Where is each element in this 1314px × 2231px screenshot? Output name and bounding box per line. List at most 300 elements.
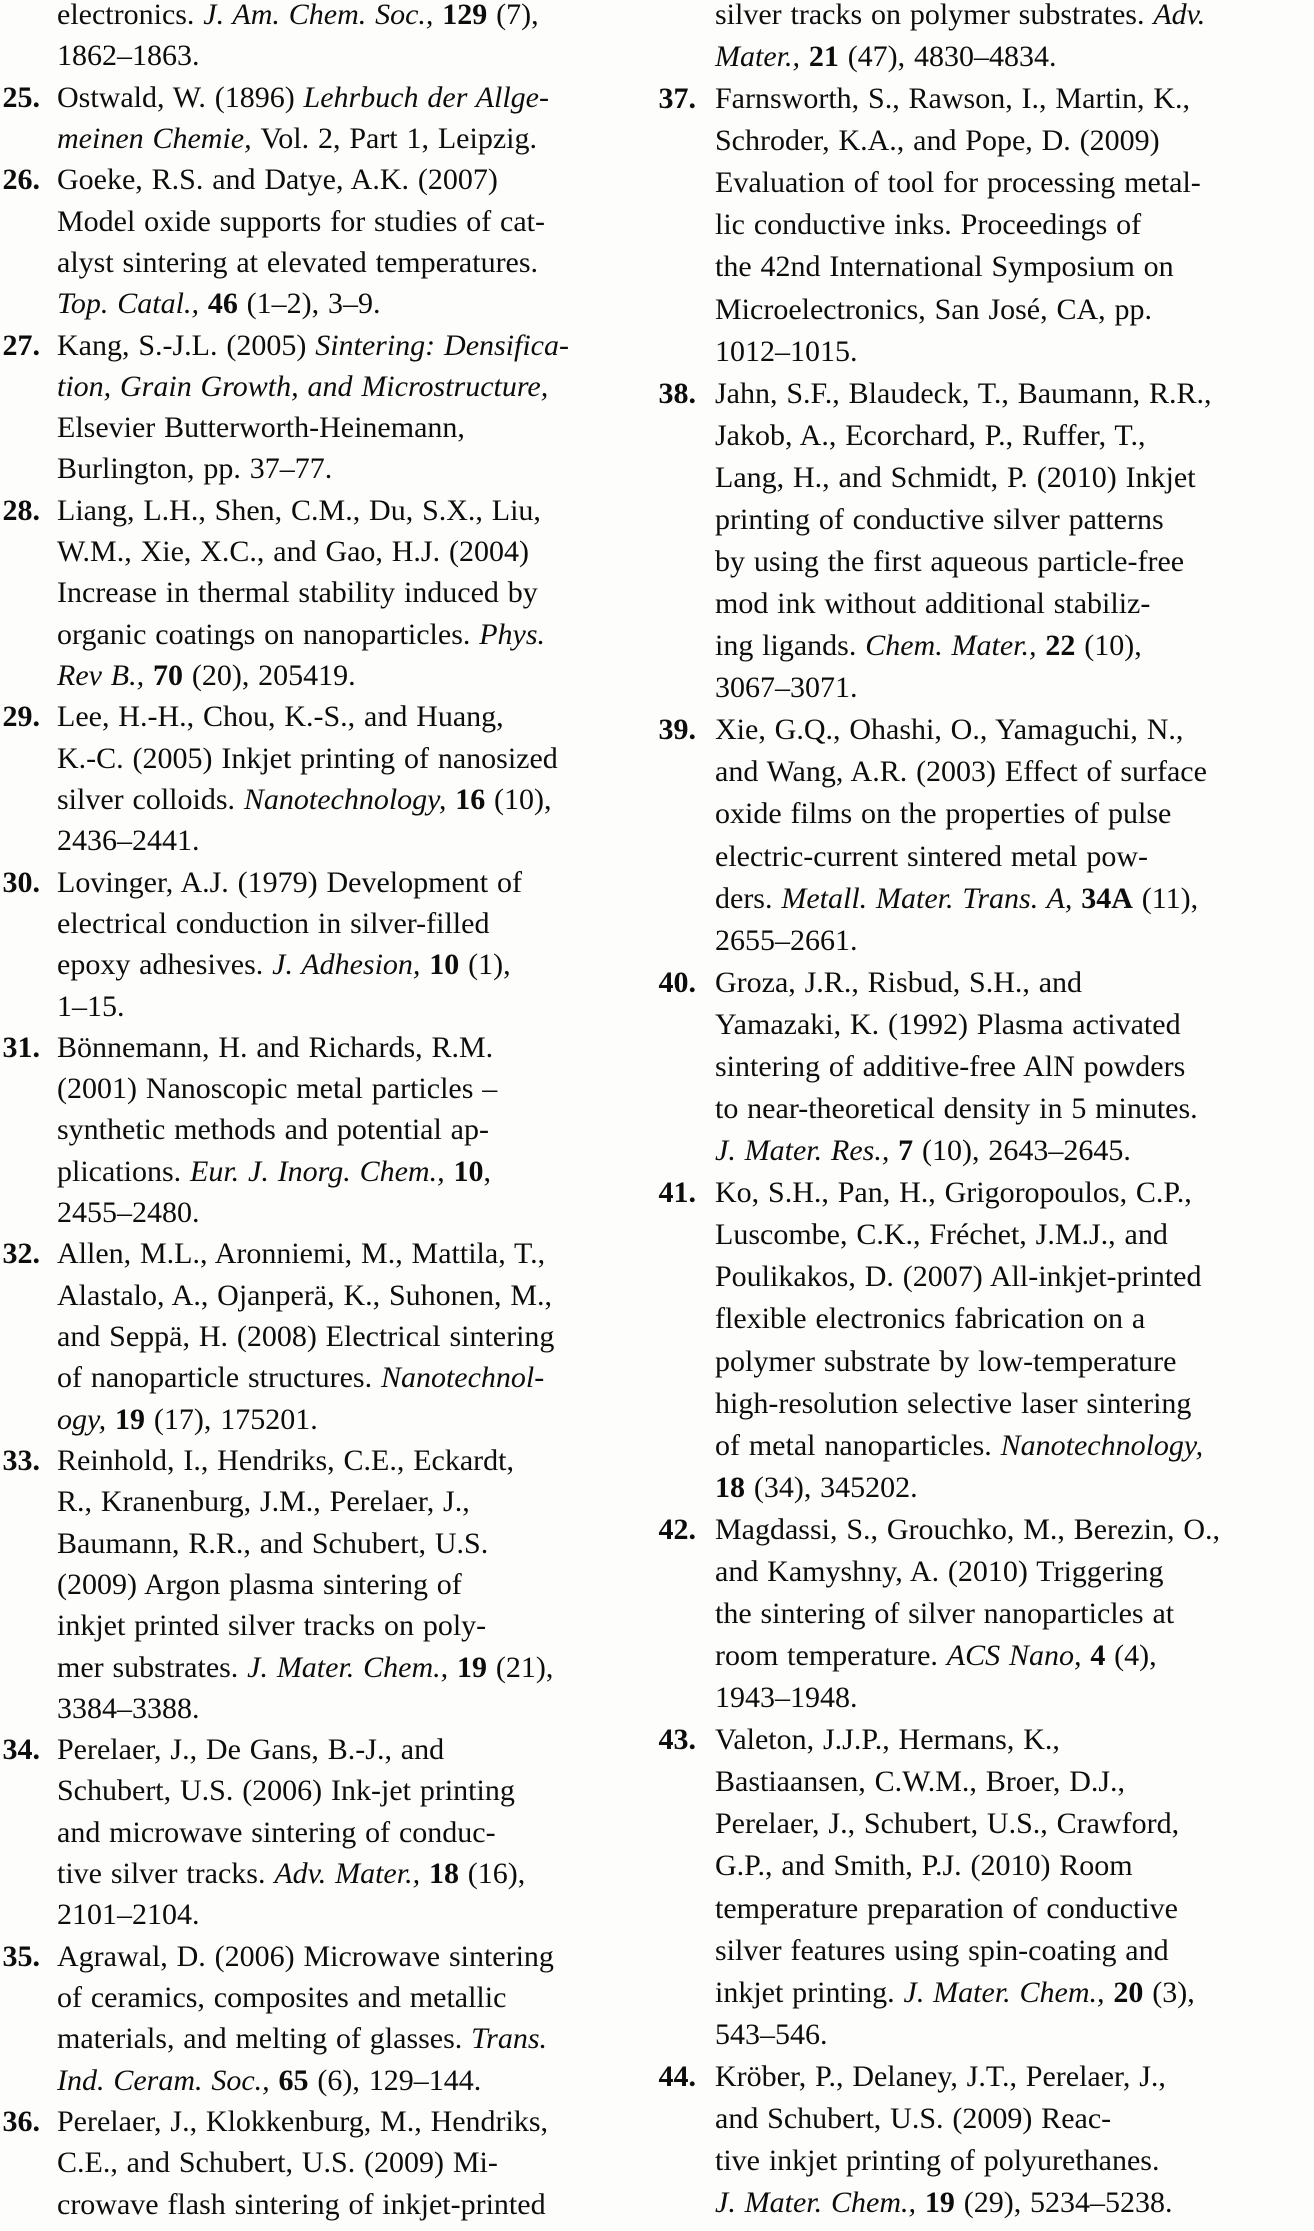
reference-line bbox=[715, 751, 1314, 793]
reference-text: inkjet printing. bbox=[715, 1975, 904, 2009]
references-column-right bbox=[658, 0, 1314, 2224]
reference-text: 3067–3071. bbox=[715, 671, 858, 705]
reference-line bbox=[57, 1853, 648, 1894]
volume-number-text: 4 bbox=[1090, 1639, 1106, 1673]
reference-line bbox=[715, 667, 1314, 709]
reference-text: K.-C. (2005) Inkjet printing of nanosized bbox=[57, 741, 558, 775]
reference-line bbox=[57, 242, 648, 283]
reference-text: Ostwald, W. (1896) bbox=[57, 80, 304, 114]
volume-number-text: 19 bbox=[457, 1650, 488, 1684]
reference-text: Jakob, A., Ecorchard, P., Ruffer, T., bbox=[715, 418, 1146, 452]
reference-line bbox=[57, 696, 648, 737]
reference-lines bbox=[0, 1936, 648, 2101]
volume-number-text: 20 bbox=[1113, 1975, 1144, 2009]
reference-line bbox=[715, 2014, 1314, 2056]
reference-line bbox=[57, 986, 648, 1027]
reference-text: (2009) Argon plasma sintering of bbox=[57, 1567, 462, 1601]
reference-text: Poulikakos, D. (2007) All-inkjet-printed bbox=[715, 1260, 1202, 1294]
reference-line bbox=[57, 1151, 648, 1192]
reference-text: (11), bbox=[1132, 881, 1199, 915]
reference-text: oxide films on the properties of pulse bbox=[715, 797, 1172, 831]
reference-entry bbox=[0, 159, 648, 324]
reference-text: the 42nd International Symposium on bbox=[715, 250, 1174, 284]
reference-text: Bastiaansen, C.W.M., Broer, D.J., bbox=[715, 1765, 1126, 1799]
reference-line bbox=[57, 614, 648, 655]
journal-title-text: J. Mater. Res., bbox=[715, 1134, 899, 1168]
reference-line bbox=[715, 1172, 1314, 1214]
reference-line bbox=[57, 1770, 648, 1811]
reference-text: 2101–2104. bbox=[57, 1898, 200, 1932]
reference-line bbox=[715, 1593, 1314, 1635]
reference-text: 2436–2441. bbox=[57, 824, 200, 858]
reference-line bbox=[715, 246, 1314, 288]
reference-text: ders. bbox=[715, 881, 782, 915]
reference-number: 44. bbox=[658, 2059, 696, 2093]
reference-entry bbox=[0, 1233, 648, 1440]
reference-line bbox=[57, 2142, 648, 2183]
reference-entry bbox=[0, 325, 648, 490]
reference-line bbox=[715, 1888, 1314, 1930]
volume-number-text: 16 bbox=[455, 782, 486, 816]
reference-number: 32. bbox=[2, 1237, 40, 1271]
reference-lines bbox=[0, 862, 648, 1027]
reference-number: 41. bbox=[658, 1176, 696, 1210]
reference-text: epoxy adhesives. bbox=[57, 948, 273, 982]
reference-line bbox=[57, 1812, 648, 1853]
reference-line bbox=[57, 944, 648, 985]
reference-line bbox=[57, 1316, 648, 1357]
volume-number-text: 21 bbox=[808, 40, 839, 74]
reference-text: Xie, G.Q., Ohashi, O., Yamaguchi, N., bbox=[715, 713, 1184, 747]
reference-line bbox=[57, 779, 648, 820]
reference-line bbox=[57, 531, 648, 572]
reference-text: (20), 205419. bbox=[182, 659, 356, 692]
journal-title-text: tion, Grain Growth, and Microstructure, bbox=[57, 369, 549, 403]
reference-line bbox=[715, 1383, 1314, 1425]
reference-line bbox=[57, 1275, 648, 1316]
journal-title-text: Eur. J. Inorg. Chem., bbox=[190, 1154, 454, 1188]
reference-line bbox=[57, 1109, 648, 1150]
volume-number-text: 19 bbox=[924, 2186, 955, 2220]
volume-number-text: 22 bbox=[1045, 629, 1076, 663]
reference-text: Perelaer, J., Schubert, U.S., Crawford, bbox=[715, 1807, 1180, 1841]
reference-line bbox=[57, 738, 648, 779]
reference-entry bbox=[0, 490, 648, 697]
reference-text: Lang, H., and Schmidt, P. (2010) Inkjet bbox=[715, 460, 1196, 494]
reference-lines bbox=[658, 0, 1314, 78]
reference-lines bbox=[0, 696, 648, 861]
reference-text: R., Kranenburg, J.M., Perelaer, J., bbox=[57, 1485, 470, 1519]
journal-title-text: Adv. bbox=[1153, 0, 1206, 31]
reference-line bbox=[715, 1551, 1314, 1593]
volume-number-text: 46 bbox=[207, 287, 238, 321]
reference-lines bbox=[658, 709, 1314, 961]
reference-lines bbox=[0, 0, 648, 77]
journal-title-text: Adv. Mater., bbox=[274, 1857, 429, 1891]
reference-text: the sintering of silver nanoparticles at bbox=[715, 1596, 1175, 1630]
reference-line bbox=[715, 1467, 1314, 1509]
reference-number: 35. bbox=[2, 1939, 40, 1973]
reference-line bbox=[57, 1440, 648, 1481]
journal-title-text: J. Am. Chem. Soc., bbox=[203, 0, 443, 31]
reference-line bbox=[57, 2018, 648, 2059]
reference-entry bbox=[658, 709, 1314, 961]
journal-title-text: ACS Nano, bbox=[946, 1639, 1091, 1673]
reference-text: of nanoparticle structures. bbox=[57, 1361, 381, 1395]
reference-line bbox=[715, 793, 1314, 835]
reference-line bbox=[715, 1845, 1314, 1887]
reference-entry bbox=[0, 1729, 648, 1936]
reference-line bbox=[715, 583, 1314, 625]
reference-text: Microelectronics, San José, CA, pp. bbox=[715, 292, 1152, 326]
reference-text: (6), 129–144. bbox=[308, 2063, 482, 2097]
reference-line bbox=[715, 1803, 1314, 1845]
reference-entry bbox=[658, 1172, 1314, 1509]
reference-line bbox=[57, 1688, 648, 1729]
reference-entry bbox=[0, 77, 648, 160]
journal-title-text: Nanotechnology, bbox=[1000, 1428, 1204, 1462]
reference-line bbox=[715, 1677, 1314, 1719]
reference-text: (10), 2643–2645. bbox=[913, 1134, 1131, 1168]
reference-number: 26. bbox=[2, 163, 40, 197]
reference-lines bbox=[0, 490, 648, 697]
reference-lines bbox=[658, 78, 1314, 373]
journal-title-text: Nanotechnol- bbox=[380, 1361, 545, 1395]
reference-number: 37. bbox=[658, 82, 696, 116]
journal-title-text: J. Adhesion, bbox=[272, 948, 430, 982]
reference-number: 39. bbox=[658, 713, 696, 747]
reference-lines bbox=[658, 962, 1314, 1172]
journal-title-text: Rev B., bbox=[57, 659, 153, 692]
reference-text: plications. bbox=[57, 1154, 190, 1188]
reference-text: of ceramics, composites and metallic bbox=[57, 1981, 507, 2014]
reference-text: C.E., and Schubert, U.S. (2009) Mi- bbox=[57, 2146, 498, 2180]
journal-title-text: ogy, bbox=[57, 1402, 116, 1436]
reference-line bbox=[57, 448, 648, 489]
reference-text: 2455–2480. bbox=[57, 1196, 200, 1230]
reference-line bbox=[57, 1605, 648, 1646]
reference-text: tive silver tracks. bbox=[57, 1857, 275, 1891]
reference-line bbox=[715, 289, 1314, 331]
reference-line bbox=[57, 201, 648, 242]
reference-line bbox=[57, 572, 648, 613]
reference-line bbox=[715, 1635, 1314, 1677]
reference-lines bbox=[0, 159, 648, 324]
reference-line bbox=[57, 1068, 648, 1109]
journal-title-text: Phys. bbox=[479, 617, 546, 651]
reference-line bbox=[715, 2056, 1314, 2098]
reference-line bbox=[715, 457, 1314, 499]
reference-entry bbox=[658, 0, 1314, 78]
reference-line bbox=[57, 325, 648, 366]
reference-line bbox=[715, 1046, 1314, 1088]
reference-line bbox=[57, 1647, 648, 1688]
reference-text: W.M., Xie, X.C., and Gao, H.J. (2004) bbox=[57, 535, 529, 569]
reference-text: (34), 345202. bbox=[745, 1470, 918, 1504]
reference-text: electronics. bbox=[57, 0, 204, 31]
reference-lines bbox=[658, 373, 1314, 710]
reference-text: mer substrates. bbox=[57, 1650, 248, 1684]
reference-number: 30. bbox=[2, 865, 40, 899]
reference-line bbox=[57, 862, 648, 903]
volume-number-text: 7 bbox=[898, 1134, 914, 1168]
reference-text: silver tracks on polymer substrates. bbox=[715, 0, 1154, 31]
reference-line bbox=[715, 962, 1314, 1004]
reference-line bbox=[715, 541, 1314, 583]
reference-text: 3384–3388. bbox=[57, 1691, 200, 1725]
reference-number: 25. bbox=[2, 80, 40, 114]
reference-text: Reinhold, I., Hendriks, C.E., Eckardt, bbox=[57, 1443, 514, 1477]
reference-text: Lovinger, A.J. (1979) Development of bbox=[57, 865, 522, 899]
reference-text: silver colloids. bbox=[57, 782, 244, 816]
journal-title-text: Lehrbuch der Allge- bbox=[303, 80, 549, 114]
reference-line bbox=[715, 1341, 1314, 1383]
reference-text: Model oxide supports for studies of cat- bbox=[57, 204, 546, 238]
reference-text: alyst sintering at elevated temperatures. bbox=[57, 245, 539, 279]
reference-line bbox=[57, 1233, 648, 1274]
reference-text: Perelaer, J., Klokkenburg, M., Hendriks, bbox=[57, 2104, 549, 2138]
journal-title-text: Trans. bbox=[471, 2022, 548, 2056]
journal-title-text: Ind. Ceram. Soc., bbox=[57, 2063, 279, 2097]
reference-text: and Seppä, H. (2008) Electrical sintering bbox=[57, 1320, 555, 1353]
reference-text: Kröber, P., Delaney, J.T., Perelaer, J., bbox=[715, 2059, 1166, 2093]
reference-line bbox=[715, 162, 1314, 204]
reference-line bbox=[57, 1564, 648, 1605]
reference-line bbox=[715, 920, 1314, 962]
reference-line bbox=[715, 1298, 1314, 1340]
reference-number: 33. bbox=[2, 1443, 40, 1477]
reference-line bbox=[57, 903, 648, 944]
reference-line bbox=[57, 1729, 648, 1770]
volume-number-text: 65 bbox=[278, 2063, 309, 2097]
reference-entry bbox=[658, 1509, 1314, 1719]
volume-number-text: 10 bbox=[453, 1154, 484, 1188]
reference-line bbox=[715, 625, 1314, 667]
journal-title-text: Mater., bbox=[715, 40, 809, 74]
reference-entry bbox=[0, 696, 648, 861]
reference-line bbox=[715, 499, 1314, 541]
journal-title-text: Sintering: Densifica- bbox=[315, 328, 569, 362]
reference-entry bbox=[0, 1936, 648, 2101]
reference-text: (4), bbox=[1105, 1639, 1157, 1673]
reference-text: Bönnemann, H. and Richards, R.M. bbox=[57, 1030, 494, 1064]
reference-text: (10), bbox=[485, 782, 552, 816]
volume-number-text: 18 bbox=[428, 1857, 459, 1891]
reference-line bbox=[57, 1523, 648, 1564]
reference-line bbox=[57, 1894, 648, 1935]
reference-text: of metal nanoparticles. bbox=[715, 1428, 1001, 1462]
reference-entry bbox=[658, 1719, 1314, 2056]
reference-number: 34. bbox=[2, 1733, 40, 1767]
volume-number-text: 34A bbox=[1081, 881, 1133, 915]
reference-text: Groza, J.R., Risbud, S.H., and bbox=[715, 965, 1083, 999]
volume-number-text: 129 bbox=[442, 0, 488, 31]
reference-line bbox=[57, 490, 648, 531]
reference-text: Goeke, R.S. and Datye, A.K. (2007) bbox=[57, 163, 498, 197]
reference-text: 2655–2661. bbox=[715, 923, 858, 957]
reference-text: (21), bbox=[487, 1650, 554, 1684]
reference-line bbox=[715, 0, 1314, 36]
volume-number-text: 10 bbox=[429, 948, 460, 982]
journal-title-text: Top. Catal., bbox=[57, 287, 208, 321]
reference-text: Burlington, pp. 37–77. bbox=[57, 452, 333, 486]
reference-text: Jahn, S.F., Blaudeck, T., Baumann, R.R., bbox=[715, 376, 1212, 410]
reference-text: Magdassi, S., Grouchko, M., Berezin, O., bbox=[715, 1512, 1221, 1546]
reference-entry bbox=[0, 1027, 648, 1234]
reference-text: Ko, S.H., Pan, H., Grigoropoulos, C.P., bbox=[715, 1176, 1192, 1210]
reference-text: Allen, M.L., Aronniemi, M., Mattila, T., bbox=[57, 1237, 546, 1271]
reference-line bbox=[57, 1977, 648, 2018]
reference-line bbox=[715, 1425, 1314, 1467]
reference-text: (3), bbox=[1143, 1975, 1195, 2009]
journal-title-text: Chem. Mater., bbox=[865, 629, 1046, 663]
reference-number: 27. bbox=[2, 328, 40, 362]
reference-lines bbox=[0, 77, 648, 160]
reference-text: high-resolution selective laser sintering bbox=[715, 1386, 1192, 1420]
reference-line bbox=[57, 159, 648, 200]
reference-line bbox=[715, 2098, 1314, 2140]
reference-text: Luscombe, C.K., Fréchet, J.M.J., and bbox=[715, 1218, 1168, 1252]
reference-line bbox=[57, 1936, 648, 1977]
reference-text: 1943–1948. bbox=[715, 1681, 858, 1715]
reference-text: Liang, L.H., Shen, C.M., Du, S.X., Liu, bbox=[57, 493, 541, 527]
reference-text: temperature preparation of conductive bbox=[715, 1891, 1179, 1925]
reference-entry bbox=[658, 2056, 1314, 2224]
journal-title-text: Metall. Mater. Trans. A, bbox=[781, 881, 1082, 915]
reference-line bbox=[715, 1256, 1314, 1298]
reference-text: Elsevier Butterworth-Heinemann, bbox=[57, 411, 465, 445]
reference-text: 1862–1863. bbox=[57, 39, 200, 73]
reference-text: printing of conductive silver patterns bbox=[715, 502, 1164, 536]
journal-title-text: J. Mater. Chem., bbox=[715, 2186, 925, 2220]
reference-line bbox=[715, 120, 1314, 162]
reference-line bbox=[715, 878, 1314, 920]
reference-line bbox=[57, 655, 648, 696]
journal-title-text: J. Mater. Chem., bbox=[247, 1650, 458, 1684]
reference-line bbox=[715, 204, 1314, 246]
reference-text: room temperature. bbox=[715, 1639, 947, 1673]
reference-text: flexible electronics fabrication on a bbox=[715, 1302, 1146, 1336]
reference-line bbox=[715, 1719, 1314, 1761]
reference-text: 1–15. bbox=[57, 989, 125, 1023]
reference-line bbox=[715, 709, 1314, 751]
reference-lines bbox=[0, 1729, 648, 1936]
reference-number: 31. bbox=[2, 1030, 40, 1064]
reference-text: and microwave sintering of conduc- bbox=[57, 1815, 496, 1849]
reference-line bbox=[715, 331, 1314, 373]
reference-number: 38. bbox=[658, 376, 696, 410]
reference-line bbox=[715, 1088, 1314, 1130]
volume-number-text: 70 bbox=[152, 659, 183, 692]
reference-text: 1012–1015. bbox=[715, 334, 858, 368]
reference-line bbox=[57, 2184, 648, 2225]
reference-line bbox=[715, 1761, 1314, 1803]
reference-line bbox=[715, 415, 1314, 457]
journal-title-text: Nanotechnology, bbox=[243, 782, 456, 816]
reference-text: Schubert, U.S. (2006) Ink-jet printing bbox=[57, 1774, 515, 1808]
reference-line bbox=[715, 1972, 1314, 2014]
reference-text: silver features using spin-coating and bbox=[715, 1933, 1169, 1967]
reference-entry bbox=[0, 2101, 648, 2225]
reference-text: and Schubert, U.S. (2009) Reac- bbox=[715, 2101, 1112, 2135]
reference-line bbox=[57, 35, 648, 76]
reference-number: 29. bbox=[2, 700, 40, 734]
reference-text: Vol. 2, Part 1, Leipzig. bbox=[260, 121, 537, 155]
reference-line bbox=[57, 1027, 648, 1068]
reference-entry bbox=[658, 962, 1314, 1172]
reference-entry bbox=[658, 373, 1314, 710]
reference-text: (47), 4830–4834. bbox=[838, 40, 1057, 74]
reference-lines bbox=[0, 1027, 648, 1234]
journal-title-text: meinen Chemie, bbox=[57, 121, 261, 155]
reference-text: Evaluation of tool for processing metal- bbox=[715, 166, 1201, 200]
reference-text: (16), bbox=[458, 1857, 526, 1891]
reference-text: Alastalo, A., Ojanperä, K., Suhonen, M., bbox=[57, 1278, 553, 1312]
reference-text: Farnsworth, S., Rawson, I., Martin, K., bbox=[715, 82, 1191, 116]
reference-line bbox=[715, 1930, 1314, 1972]
reference-line bbox=[715, 2140, 1314, 2182]
reference-text: Increase in thermal stability induced by bbox=[57, 576, 538, 610]
reference-text: Kang, S.-J.L. (2005) bbox=[57, 328, 316, 362]
reference-text: (1–2), 3–9. bbox=[237, 287, 381, 321]
reference-entry bbox=[0, 1440, 648, 1729]
reference-text: and Kamyshny, A. (2010) Triggering bbox=[715, 1554, 1164, 1588]
reference-text: ing ligands. bbox=[715, 629, 866, 663]
reference-text: electric-current sintered metal pow- bbox=[715, 839, 1149, 873]
reference-text: Baumann, R.R., and Schubert, U.S. bbox=[57, 1526, 489, 1560]
reference-number: 43. bbox=[658, 1723, 696, 1757]
reference-lines bbox=[0, 1233, 648, 1440]
references-column-left bbox=[0, 0, 648, 2225]
reference-entry bbox=[658, 78, 1314, 373]
reference-text: (29), 5234–5238. bbox=[954, 2186, 1173, 2220]
reference-text: (17), 175201. bbox=[145, 1402, 318, 1436]
reference-text: electrical conduction in silver-filled bbox=[57, 906, 490, 940]
reference-text: Perelaer, J., De Gans, B.-J., and bbox=[57, 1733, 445, 1767]
reference-line bbox=[715, 1509, 1314, 1551]
reference-text: lic conductive inks. Proceedings of bbox=[715, 208, 1142, 242]
reference-text: 543–546. bbox=[715, 2017, 828, 2051]
reference-text: mod ink without additional stabiliz- bbox=[715, 587, 1151, 621]
reference-text: , bbox=[483, 1154, 491, 1188]
reference-number: 36. bbox=[2, 2104, 40, 2138]
reference-line bbox=[57, 77, 648, 118]
reference-text: (2001) Nanoscopic metal particles – bbox=[57, 1072, 498, 1106]
reference-text: materials, and melting of glasses. bbox=[57, 2022, 472, 2056]
reference-entry bbox=[0, 0, 648, 77]
reference-text: Yamazaki, K. (1992) Plasma activated bbox=[715, 1007, 1181, 1041]
reference-number: 28. bbox=[2, 493, 40, 527]
reference-text: by using the first aqueous particle-free bbox=[715, 545, 1185, 579]
reference-line bbox=[715, 78, 1314, 120]
reference-line bbox=[57, 283, 648, 324]
reference-lines bbox=[0, 1440, 648, 1729]
reference-line bbox=[57, 820, 648, 861]
reference-line bbox=[715, 1214, 1314, 1256]
reference-text: (7), bbox=[487, 0, 539, 31]
reference-text: polymer substrate by low-temperature bbox=[715, 1344, 1177, 1378]
reference-lines bbox=[658, 1172, 1314, 1509]
reference-text: synthetic methods and potential ap- bbox=[57, 1113, 489, 1147]
reference-text: Schroder, K.A., and Pope, D. (2009) bbox=[715, 124, 1160, 158]
reference-line bbox=[57, 1399, 648, 1440]
reference-text: to near-theoretical density in 5 minutes. bbox=[715, 1092, 1198, 1126]
reference-text: G.P., and Smith, P.J. (2010) Room bbox=[715, 1849, 1133, 1883]
reference-text: Agrawal, D. (2006) Microwave sintering bbox=[57, 1939, 554, 1973]
reference-lines bbox=[658, 1719, 1314, 2056]
journal-title-text: J. Mater. Chem., bbox=[903, 1975, 1114, 2009]
reference-line bbox=[57, 366, 648, 407]
